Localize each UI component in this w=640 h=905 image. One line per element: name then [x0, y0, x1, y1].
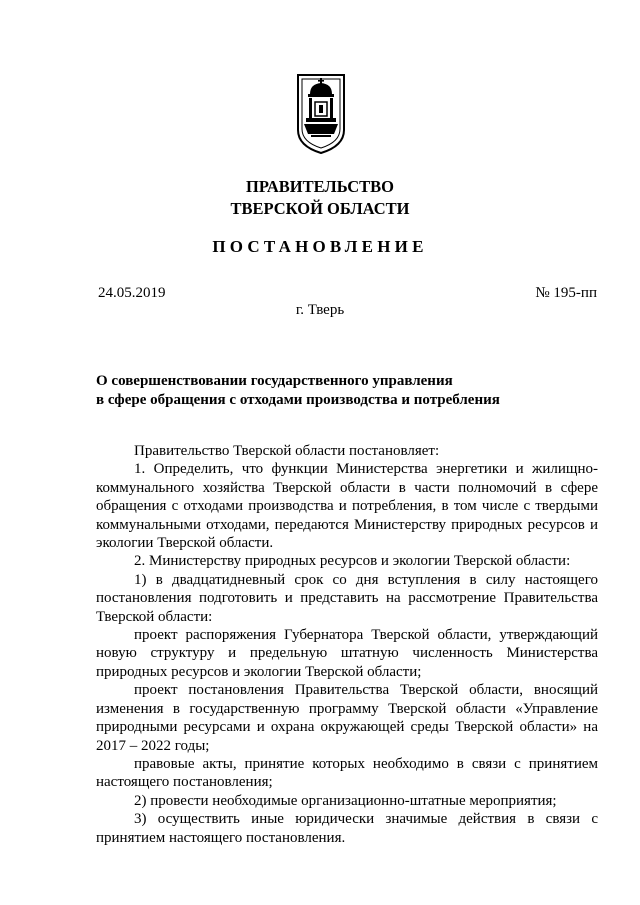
body-paragraph: проект распоряжения Губернатора Тверской области, утверждающий новую структуру и предельную штатную численность Министерства природных ресурсов и экологии Тверской области;	[96, 627, 598, 680]
subject-line1: О совершенствовании государственного управления	[96, 373, 453, 389]
document-city: г. Тверь	[295, 302, 345, 318]
body-paragraph: 1) в двадцатидневный срок со дня вступления в силу настоящего постановления подготовить и представить на рассмотрение Правительства Тверской области:	[96, 571, 598, 625]
document-subject	[96, 372, 566, 410]
document-number: № 195-пп	[535, 285, 597, 301]
organization-name-line1: ПРАВИТЕЛЬСТВО	[246, 177, 394, 196]
tver-coat-of-arms-icon	[295, 72, 347, 156]
body-paragraph: проект постановления Правительства Тверской области, вносящий изменения в государственную программу Тверской области «Управление природными ресурсами и охрана окружающей среды Тверской области» на 2017 – 2022 годы;	[96, 682, 598, 754]
body-paragraph: 2. Министерству природных ресурсов и экологии Тверской области:	[134, 553, 571, 570]
body-paragraph: 1. Определить, что функции Министерства энергетики и жилищно-коммунального хозяйства Тверской области в части полномочий в сфере обращения с отходами производства и потребления, в том числе с твердыми коммунальными отходами, передаются Министерству природных ресурсов и экологии Тверской области.	[96, 461, 598, 552]
document-type: ПОСТАНОВЛЕНИЕ	[212, 237, 428, 256]
document-body	[96, 442, 598, 847]
body-paragraph: 3) осуществить иные юридически значимые действия в связи с принятием настоящего постановления.	[96, 811, 598, 846]
body-paragraph: 2) провести необходимые организационно-штатные мероприятия;	[134, 792, 557, 809]
subject-line2: в сфере обращения с отходами производства и потребления	[96, 392, 500, 408]
organization-name-line2: ТВЕРСКОЙ ОБЛАСТИ	[230, 199, 410, 218]
body-paragraph: правовые акты, принятие которых необходимо в связи с принятием настоящего постановления;	[96, 755, 598, 791]
document-date: 24.05.2019	[98, 285, 166, 301]
body-paragraph: Правительство Тверской области постановляет:	[134, 443, 440, 459]
